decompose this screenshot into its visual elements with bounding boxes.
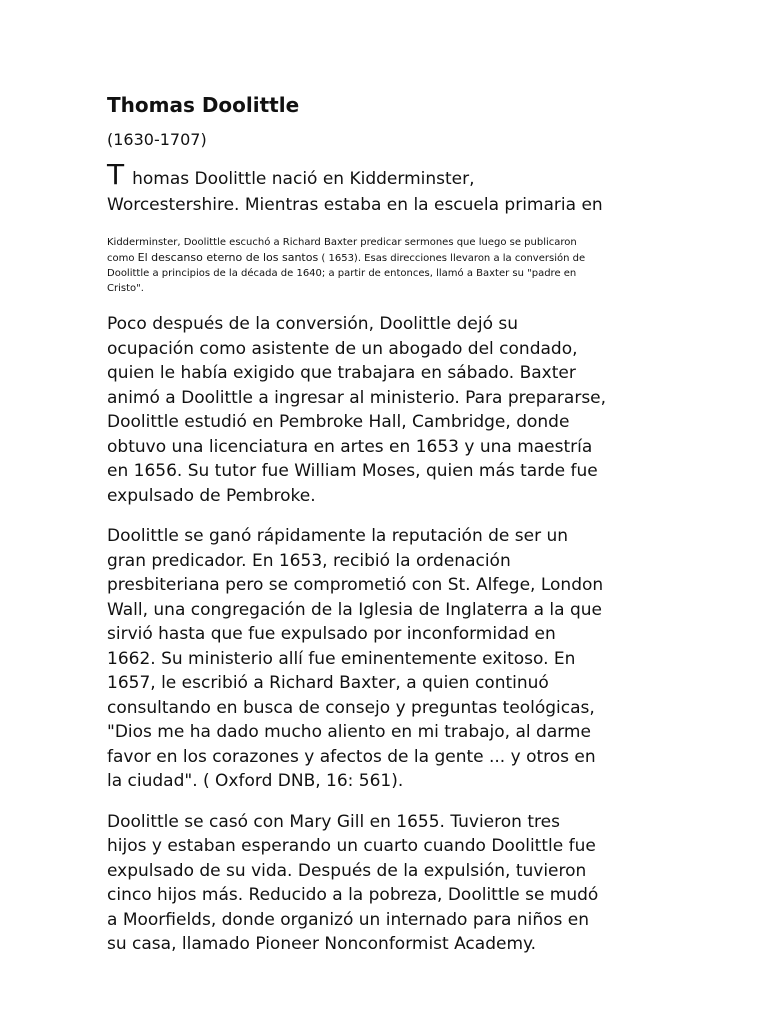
paragraph-line: gran predicador. En 1653, recibió la ordenación	[107, 550, 511, 571]
intro-line: Worcestershire. Mientras estaba en la escuela primaria en	[107, 195, 603, 215]
paragraph-line: Wall, una congregación de la Iglesia de Inglaterra a la que	[107, 599, 602, 620]
body-paragraph	[107, 810, 672, 957]
note-line: Cristo".	[107, 283, 144, 294]
paragraph-line: su casa, llamado Pioneer Nonconformist Academy.	[107, 934, 537, 954]
document-title: Thomas Doolittle	[107, 93, 300, 117]
paragraph-line: expulsado de su vida. Después de la expulsión, tuvieron	[107, 860, 587, 881]
drop-cap: T	[107, 158, 125, 191]
paragraph-line: 1662. Su ministerio allí fue eminentemente exitoso. En	[107, 648, 576, 669]
paragraph-line: animó a Doolittle a ingresar al ministerio. Para prepararse,	[107, 387, 607, 408]
paragraph-line: sirvió hasta que fue expulsado por inconformidad en	[107, 624, 556, 644]
paragraph-line: hijos y estaban esperando un cuarto cuando Doolittle fue	[107, 836, 596, 856]
paragraph-line: la ciudad". ( Oxford DNB, 16: 561).	[107, 771, 404, 791]
paragraph-line: ocupación como asistente de un abogado del condado,	[107, 338, 578, 359]
paragraph-line: Doolittle se ganó rápidamente la reputación de ser un	[107, 526, 569, 546]
paragraph-line: presbiteriana pero se comprometió con St. Alfege, London	[107, 575, 604, 595]
note-line: Kidderminster, Doolittle escuchó a Richard Baxter predicar sermones que luego se publicaron	[107, 237, 577, 248]
book-title: El descanso eterno de los santos	[137, 251, 319, 264]
paragraph-line: cinco hijos más. Reducido a la pobreza, Doolittle se mudó	[107, 885, 599, 905]
body-paragraphs	[107, 312, 672, 957]
intro-line: homas Doolittle nació en Kidderminster,	[132, 169, 475, 189]
document-page	[107, 90, 672, 957]
paragraph-line: expulsado de Pembroke.	[107, 485, 316, 506]
small-note-paragraph	[107, 235, 672, 296]
paragraph-line: a Moorfields, donde organizó un internado para niños en	[107, 909, 590, 930]
paragraph-line: Poco después de la conversión, Doolittle dejó su	[107, 314, 519, 334]
paragraph-line: Doolittle estudió en Pembroke Hall, Cambridge, donde	[107, 412, 570, 432]
paragraph-line: 1657, le escribió a Richard Baxter, a quien continuó	[107, 673, 549, 693]
paragraph-line: favor en los corazones y afectos de la gente ... y otros en	[107, 746, 596, 767]
intro-paragraph	[107, 158, 672, 218]
note-line-prefix: como	[107, 253, 138, 264]
paragraph-line: "Dios me ha dado mucho aliento en mi trabajo, al darme	[107, 722, 591, 742]
paragraph-line: obtuvo una licenciatura en artes en 1653 y una maestría	[107, 436, 593, 457]
body-paragraph	[107, 312, 672, 508]
paragraph-line: consultando en busca de consejo y preguntas teológicas,	[107, 697, 595, 718]
paragraph-line: quien le había exigido que trabajara en sábado. Baxter	[107, 363, 576, 383]
note-line-suffix: ( 1653). Esas direcciones llevaron a la conversión de	[318, 253, 586, 264]
life-dates: (1630-1707)	[107, 130, 207, 149]
body-paragraph	[107, 524, 672, 794]
paragraph-line: Doolittle se casó con Mary Gill en 1655. Tuvieron tres	[107, 811, 560, 832]
paragraph-line: en 1656. Su tutor fue William Moses, quien más tarde fue	[107, 461, 598, 481]
note-line: Doolittle a principios de la década de 1640; a partir de entonces, llamó a Baxter su "padre en	[107, 268, 577, 279]
